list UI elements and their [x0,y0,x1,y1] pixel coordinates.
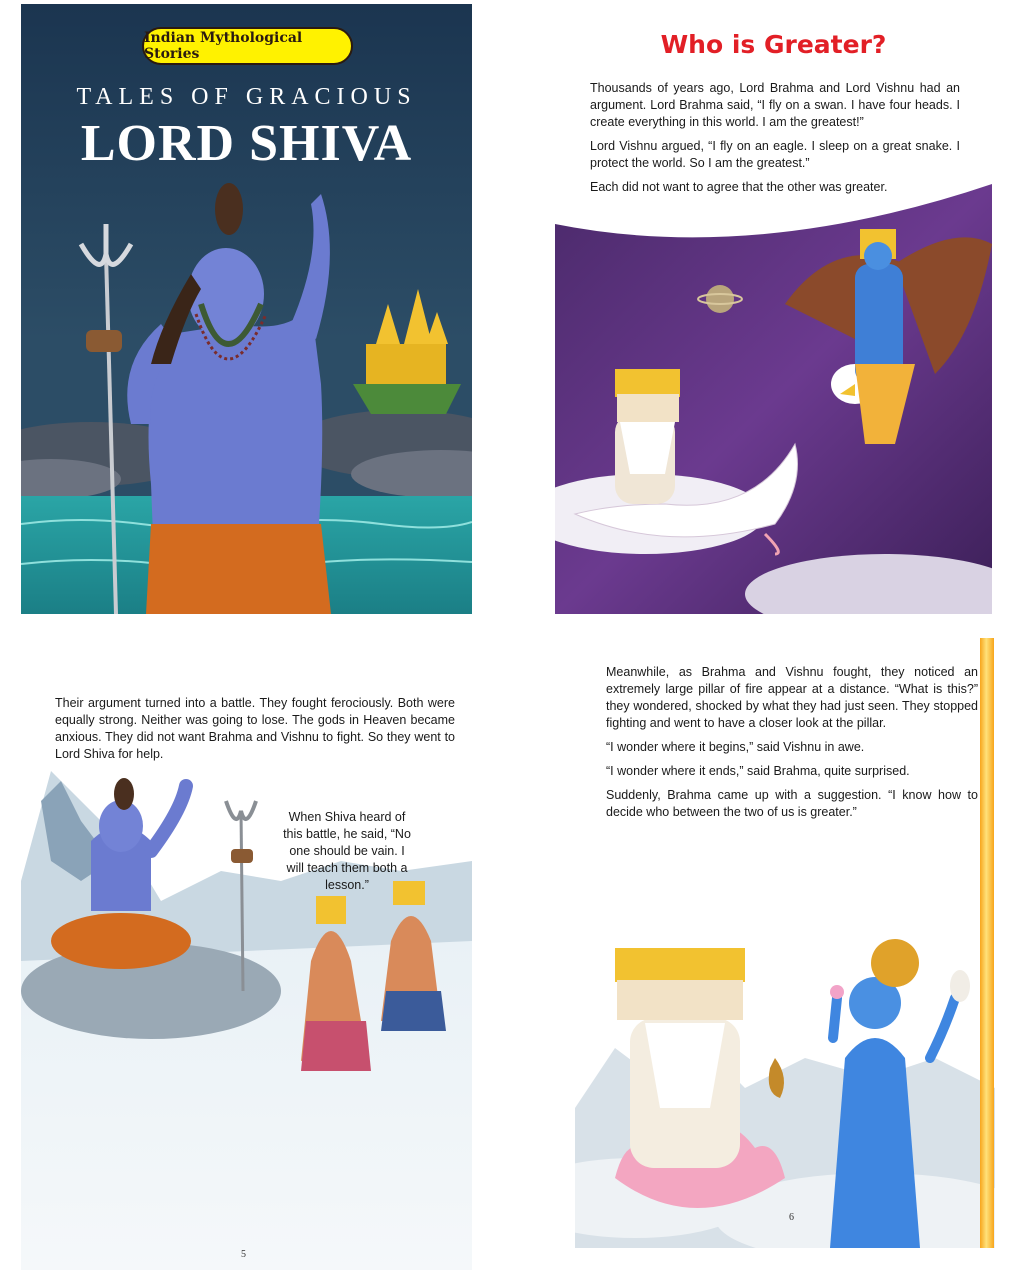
brahma-vishnu-flight-illustration [555,184,992,614]
story-page-who-is-greater [555,4,992,614]
story-page-5 [21,661,472,1270]
series-badge: Indian Mythological Stories [142,27,353,65]
book-cover [21,4,472,614]
page-number: 6 [789,1212,794,1223]
story-paragraph: Each did not want to agree that the other was greater. [590,180,888,194]
page-number: 5 [241,1249,246,1260]
story-paragraph: Their argument turned into a battle. They fought ferociously. Both were equally strong. Neither was going to lose. The gods in Heaven became anxious. They did not want Brahma and Vishnu to fight. So they went to Lord Shiva for help. [55,696,455,761]
story-paragraph: Lord Vishnu argued, “I fly on an eagle. I sleep on a great snake. I protect the world. So I am the greatest.” [590,139,960,170]
story-text-block [606,664,978,828]
cover-title: LORD SHIVA [80,115,413,172]
story-paragraph: “I wonder where it begins,” said Vishnu in awe. [606,740,865,754]
cover-subtitle: TALES OF GRACIOUS [76,84,417,110]
story-paragraph: When Shiva heard of this battle, he said, “No one should be vain. I will teach them both a lesson.” [283,810,411,892]
story-paragraph: “I wonder where it ends,” said Brahma, quite surprised. [606,764,910,778]
story-paragraph: Suddenly, Brahma came up with a suggestion. “I know how to decide who between the two of us is greater.” [606,788,978,819]
fire-pillar [980,638,994,1248]
story-paragraph: Meanwhile, as Brahma and Vishnu fought, they noticed an extremely large pillar of fire appear at a distance. “What is this?” they wondered, shocked by what they had just seen. They stopped fighting and went to have a closer look at the pillar. [606,665,978,730]
story-paragraph: Thousands of years ago, Lord Brahma and Lord Vishnu had an argument. Lord Brahma said, “I fly on a swan. I have four heads. I create everything in this world. I am the greatest!” [590,81,960,129]
story-page-6 [575,638,995,1248]
page-heading: Who is Greater? [660,30,887,59]
